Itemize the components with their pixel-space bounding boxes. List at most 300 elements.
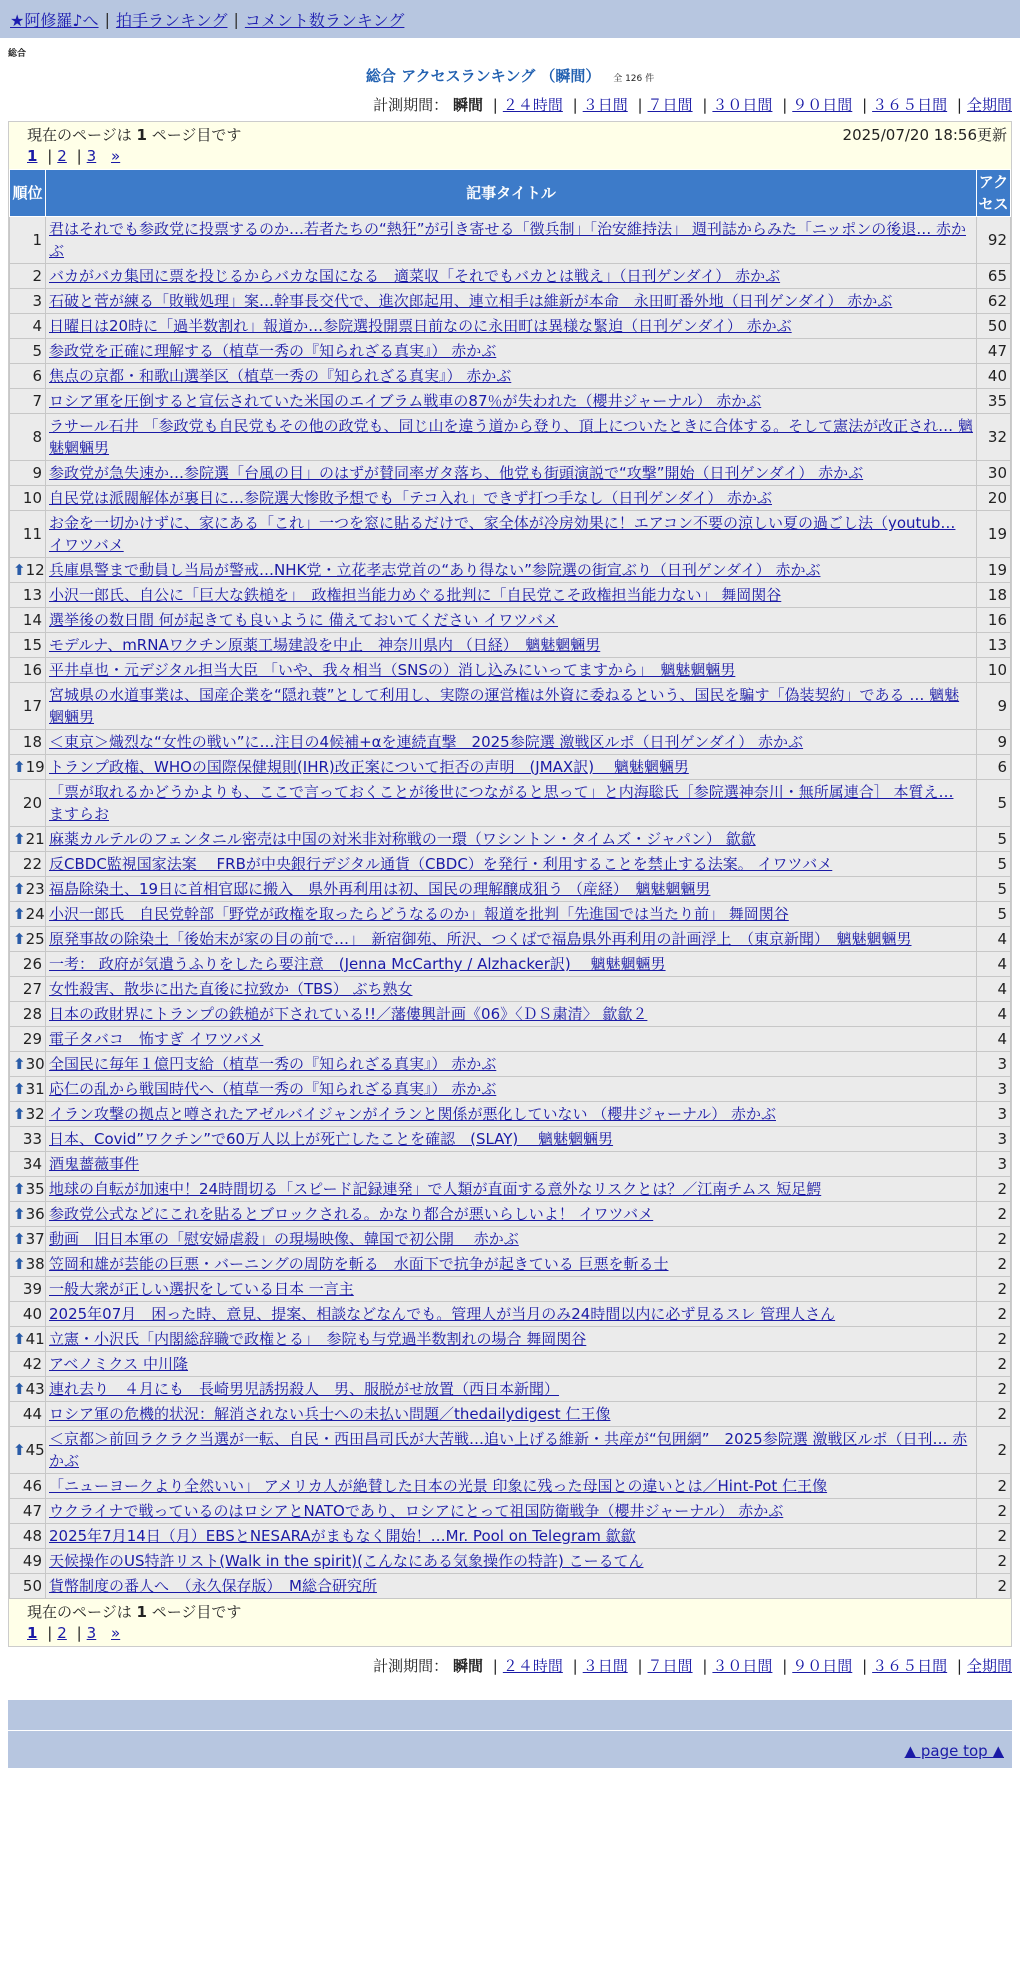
table-row <box>10 730 1011 755</box>
rank-cell <box>10 1352 46 1377</box>
rank-up-icon: ⬆ <box>13 1055 26 1073</box>
rank-cell <box>10 1427 46 1474</box>
rank-cell <box>10 1002 46 1027</box>
rank-number: 26 <box>22 955 42 973</box>
title-cell <box>46 1377 977 1402</box>
rank-cell <box>10 877 46 902</box>
access-count: 92 <box>977 217 1011 264</box>
rank-cell <box>10 952 46 977</box>
access-count: 2 <box>977 1574 1011 1599</box>
period-3d[interactable]: ３日間 <box>582 1657 628 1675</box>
table-row <box>10 511 1011 558</box>
access-count: 19 <box>977 511 1011 558</box>
rank-number: 39 <box>22 1280 42 1298</box>
table-row <box>10 608 1011 633</box>
title-cell <box>46 1574 977 1599</box>
access-count: 2 <box>977 1474 1011 1499</box>
rank-number: 47 <box>22 1502 42 1520</box>
link-comment-ranking[interactable]: コメント数ランキング <box>244 10 405 30</box>
period-all[interactable]: 全期間 <box>966 1657 1012 1675</box>
table-row <box>10 1052 1011 1077</box>
rank-cell <box>10 1102 46 1127</box>
rank-number: 25 <box>25 930 45 948</box>
article-link[interactable]: 「票が取れるかどうかよりも、ここで言っておくことが後世につながると思って」と内海聡氏［参院選神奈川・無所属連合］ 本質え… ますらお <box>49 783 954 823</box>
rank-number: 10 <box>22 489 42 507</box>
article-link[interactable]: 日本の政財界にトランプの鉄槌が下されている!!／藩僂興計画《06》〈ＤＳ粛清〉 歙歙２ <box>49 1005 648 1023</box>
title-cell <box>46 1524 977 1549</box>
access-count: 32 <box>977 414 1011 461</box>
table-row <box>10 1402 1011 1427</box>
article-link[interactable]: 女性殺害、散歩に出た直後に拉致か（TBS） ぶち熟女 <box>49 980 413 998</box>
rank-cell <box>10 633 46 658</box>
table-row <box>10 264 1011 289</box>
article-link[interactable]: 一考： 政府が気遣うふりをしたら要注意 (Jenna McCarthy / Alzhacker訳) 魑魅魍魎男 <box>49 955 666 973</box>
header-access: アクセス <box>977 170 1011 217</box>
table-row <box>10 1152 1011 1177</box>
access-count: 2 <box>977 1327 1011 1352</box>
title-cell <box>46 1402 977 1427</box>
rank-cell <box>10 927 46 952</box>
article-link[interactable]: 動画 旧日本軍の「慰安婦虐殺」の現場映像、韓国で初公開 赤かぶ <box>49 1230 519 1248</box>
period-90d[interactable]: ９０日間 <box>792 96 853 114</box>
table-row <box>10 1574 1011 1599</box>
page-1-link[interactable]: 1 <box>27 147 38 165</box>
footer-divider <box>8 1730 1012 1731</box>
access-count: 47 <box>977 339 1011 364</box>
rank-up-icon: ⬆ <box>13 1380 26 1398</box>
rank-number: 14 <box>22 611 42 629</box>
access-count: 4 <box>977 952 1011 977</box>
rank-number: 40 <box>22 1305 42 1323</box>
period-24h[interactable]: ２４時間 <box>502 96 563 114</box>
period-365d[interactable]: ３６５日間 <box>872 1657 948 1675</box>
rank-number: 42 <box>22 1355 42 1373</box>
period-7d[interactable]: ７日間 <box>647 1657 693 1675</box>
table-row <box>10 977 1011 1002</box>
access-count: 30 <box>977 461 1011 486</box>
page-3-link[interactable]: 3 <box>86 147 97 165</box>
title-cell <box>46 486 977 511</box>
rank-cell <box>10 780 46 827</box>
title-cell <box>46 633 977 658</box>
article-link[interactable]: 福島除染土、19日に首相官邸に搬入 県外再利用は初、国民の理解醸成狙う （産経） 魑魅魍魎男 <box>49 880 711 898</box>
article-link[interactable]: トランプ政権、WHOの国際保健規則(IHR)改正案について拒否の声明 (JMAX訳) 魑魅魍魎男 <box>49 758 689 776</box>
article-link[interactable]: 天候操作のUS特許リスト(Walk in the spirit)(こんなにある気象操作の特許) こーるてん <box>49 1552 644 1570</box>
article-link[interactable]: 全国民に毎年１億円支給（植草一秀の『知られざる真実』） 赤かぶ <box>49 1055 497 1073</box>
table-row <box>10 658 1011 683</box>
article-link[interactable]: ロシア軍の危機的状況：解消されない兵士への未払い問題／thedailydigest 仁王像 <box>49 1405 611 1423</box>
access-count: 4 <box>977 1002 1011 1027</box>
rank-number: 19 <box>25 758 45 776</box>
table-row <box>10 927 1011 952</box>
rank-up-icon: ⬆ <box>13 1205 26 1223</box>
title-cell <box>46 658 977 683</box>
access-count: 4 <box>977 927 1011 952</box>
page-3-link[interactable]: 3 <box>86 1624 97 1642</box>
header-title: 記事タイトル <box>46 170 977 217</box>
article-link[interactable]: 連れ去り ４月にも 長崎男児誘拐殺人 男、服脱がせ放置（西日本新聞） <box>49 1380 560 1398</box>
table-row <box>10 389 1011 414</box>
article-link[interactable]: モデルナ、mRNAワクチン原薬工場建設を中止 神奈川県内 （日経） 魑魅魍魎男 <box>49 636 601 654</box>
table-row <box>10 683 1011 730</box>
title-cell <box>46 264 977 289</box>
rank-cell <box>10 608 46 633</box>
rank-cell <box>10 264 46 289</box>
ranking-box <box>8 121 1012 1647</box>
rank-cell <box>10 389 46 414</box>
article-link[interactable]: 2025年7月14日（月）EBSとNESARAがまもなく開始！…Mr. Pool on Telegram 歙歙 <box>49 1527 636 1545</box>
ranking-heading <box>0 65 1020 86</box>
rank-cell <box>10 583 46 608</box>
period-3d[interactable]: ３日間 <box>582 96 628 114</box>
rank-cell <box>10 683 46 730</box>
ranking-table <box>9 169 1011 1599</box>
access-count: 9 <box>977 683 1011 730</box>
page-2-link[interactable]: 2 <box>57 1624 67 1642</box>
rank-cell <box>10 755 46 780</box>
rank-cell <box>10 1302 46 1327</box>
rank-cell <box>10 1499 46 1524</box>
total-count: 全 126 件 <box>613 74 655 84</box>
article-link[interactable]: ウクライナで戦っているのはロシアとNATOであり、ロシアにとって祖国防衛戦争（櫻井ジャーナル） 赤かぶ <box>49 1502 784 1520</box>
table-row <box>10 1102 1011 1127</box>
table-row <box>10 1027 1011 1052</box>
ranking-title: 総合 アクセスランキング （瞬間） <box>365 67 601 85</box>
rank-cell <box>10 1474 46 1499</box>
article-link[interactable]: 電子タバコ 怖すぎ イワツバメ <box>49 1030 264 1048</box>
rank-up-icon: ⬆ <box>13 561 26 579</box>
rank-cell <box>10 1077 46 1102</box>
updated-time: 2025/07/20 18:56更新 <box>842 126 1007 144</box>
link-applause-ranking[interactable]: 拍手ランキング <box>115 10 228 30</box>
rank-number: 37 <box>25 1230 45 1248</box>
article-link[interactable]: バカがバカ集団に票を投じるからバカな国になる 適菜収「それでもバカとは戦え」（日刊ゲンダイ） 赤かぶ <box>49 267 781 285</box>
table-row <box>10 755 1011 780</box>
article-link[interactable]: ＜東京＞熾烈な“女性の戦い”に…注目の4候補+αを連続直撃 2025参院選 激戦区ルポ（日刊ゲンダイ） 赤かぶ <box>49 733 804 751</box>
header-rank: 順位 <box>10 170 46 217</box>
access-count: 2 <box>977 1252 1011 1277</box>
article-link[interactable]: ラサール石井 「参政党も自民党もその他の政党も、同じ山を違う道から登り、頂上についたときに合体する。そして憲法が改正され… 魑魅魍魎男 <box>49 417 973 457</box>
rank-up-icon: ⬆ <box>13 930 26 948</box>
access-count: 3 <box>977 1127 1011 1152</box>
access-count: 3 <box>977 1052 1011 1077</box>
title-cell <box>46 1302 977 1327</box>
rank-cell <box>10 1549 46 1574</box>
current-page-text: 現在のページは 1 ページ目です <box>27 1603 242 1621</box>
article-link[interactable]: 平井卓也・元デジタル担当大臣 「いや、我々相当（SNSの）消し込みにいってますから」 魑魅魍魎男 <box>49 661 736 679</box>
access-count: 2 <box>977 1427 1011 1474</box>
article-link[interactable]: 石破と菅が練る「敗戦処理」案…幹事長交代で、進次郎起用、連立相手は維新が本命 永田町番外地（日刊ゲンダイ） 赤かぶ <box>49 292 893 310</box>
access-count: 2 <box>977 1402 1011 1427</box>
rank-up-icon: ⬆ <box>13 880 26 898</box>
next-page-link[interactable]: » <box>111 1624 121 1642</box>
page-2-link[interactable]: 2 <box>57 147 67 165</box>
rank-cell <box>10 977 46 1002</box>
period-all[interactable]: 全期間 <box>966 96 1012 114</box>
access-count: 35 <box>977 389 1011 414</box>
rank-up-icon: ⬆ <box>13 1441 26 1459</box>
rank-number: 11 <box>22 525 42 543</box>
rank-cell <box>10 1227 46 1252</box>
article-link[interactable]: 立憲・小沢氏「内閣総辞職で政権とる」 参院も与党過半数割れの場合 舞岡関谷 <box>49 1330 587 1348</box>
article-link[interactable]: 参政党公式などにこれを貼るとブロックされる。かなり都合が悪いらしいよ！ イワツバメ <box>49 1205 654 1223</box>
title-cell <box>46 558 977 583</box>
title-cell <box>46 389 977 414</box>
article-link[interactable]: アベノミクス 中川隆 <box>49 1355 189 1373</box>
rank-number: 41 <box>25 1330 45 1348</box>
period-365d[interactable]: ３６５日間 <box>872 96 948 114</box>
access-count: 4 <box>977 1027 1011 1052</box>
title-cell <box>46 780 977 827</box>
article-link[interactable]: 地球の自転が加速中！24時間切る「スピード記録連発」で人類が直面する意外なリスクとは？／江南チムス 短足鰐 <box>49 1180 822 1198</box>
title-cell <box>46 461 977 486</box>
title-cell <box>46 1277 977 1302</box>
rank-up-icon: ⬆ <box>13 1180 26 1198</box>
access-count: 2 <box>977 1524 1011 1549</box>
title-cell <box>46 1152 977 1177</box>
rank-number: 45 <box>25 1441 45 1459</box>
access-count: 2 <box>977 1227 1011 1252</box>
rank-cell <box>10 1524 46 1549</box>
title-cell <box>46 827 977 852</box>
table-row <box>10 583 1011 608</box>
access-count: 4 <box>977 977 1011 1002</box>
title-cell <box>46 511 977 558</box>
title-cell <box>46 852 977 877</box>
title-cell <box>46 1177 977 1202</box>
rank-cell <box>10 1252 46 1277</box>
table-row <box>10 1177 1011 1202</box>
rank-number: 49 <box>22 1552 42 1570</box>
rank-number: 30 <box>25 1055 45 1073</box>
article-link[interactable]: 参政党を正確に理解する（植草一秀の『知られざる真実』） 赤かぶ <box>49 342 497 360</box>
rank-cell <box>10 658 46 683</box>
access-count: 62 <box>977 289 1011 314</box>
rank-cell <box>10 289 46 314</box>
table-row <box>10 1077 1011 1102</box>
table-row <box>10 339 1011 364</box>
table-row <box>10 1227 1011 1252</box>
rank-number: 48 <box>22 1527 42 1545</box>
access-count: 3 <box>977 1077 1011 1102</box>
title-cell <box>46 977 977 1002</box>
access-count: 2 <box>977 1549 1011 1574</box>
page-top-link[interactable]: ▲ page top ▲ <box>904 1742 1004 1760</box>
rank-number: 9 <box>32 464 42 482</box>
link-ashura-home[interactable]: ★阿修羅♪へ <box>10 10 99 30</box>
title-cell <box>46 1499 977 1524</box>
access-count: 13 <box>977 633 1011 658</box>
article-link[interactable]: 貨幣制度の番人へ （永久保存版） M総合研究所 <box>49 1577 377 1595</box>
article-link[interactable]: 反CBDC監視国家法案 FRBが中央銀行デジタル通貨（CBDC）を発行・利用することを禁止する法案。 イワツバメ <box>49 855 833 873</box>
rank-up-icon: ⬆ <box>13 1080 26 1098</box>
table-row <box>10 558 1011 583</box>
article-link[interactable]: 「ニューヨークより全然いい」 アメリカ人が絶賛した日本の光景 印象に残った母国との違いとは／Hint-Pot 仁王像 <box>49 1477 828 1495</box>
article-link[interactable]: ロシア軍を圧倒すると宣伝されていた米国のエイブラム戦車の87％が失われた（櫻井ジャーナル） 赤かぶ <box>49 392 762 410</box>
table-row <box>10 1377 1011 1402</box>
article-link[interactable]: お金を一切かけずに、家にある「これ」一つを窓に貼るだけで、家全体が冷房効果に！エアコン不要の涼しい夏の過ごし法（youtub… イワツバメ <box>49 514 956 554</box>
period-30d[interactable]: ３０日間 <box>712 1657 773 1675</box>
rank-number: 8 <box>32 428 42 446</box>
title-cell <box>46 1227 977 1252</box>
article-link[interactable]: 君はそれでも参政党に投票するのか…若者たちの“熱狂”が引き寄せる「徴兵制」「治安維持法」 週刊誌からみた「ニッポンの後退… 赤かぶ <box>49 220 966 260</box>
rank-cell <box>10 1202 46 1227</box>
title-cell <box>46 1027 977 1052</box>
access-count: 10 <box>977 658 1011 683</box>
period-7d[interactable]: ７日間 <box>647 96 693 114</box>
title-cell <box>46 877 977 902</box>
article-link[interactable]: 笠岡和雄が芸能の巨悪・バーニングの周防を斬る 水面下で抗争が起きている 巨悪を斬る士 <box>49 1255 669 1273</box>
table-row <box>10 217 1011 264</box>
rank-cell <box>10 1052 46 1077</box>
article-link[interactable]: イラン攻撃の拠点と噂されたアゼルバイジャンがイランと関係が悪化していない （櫻井ジャーナル） 赤かぶ <box>49 1105 776 1123</box>
access-count: 2 <box>977 1302 1011 1327</box>
access-count: 50 <box>977 314 1011 339</box>
table-row <box>10 364 1011 389</box>
access-count: 5 <box>977 877 1011 902</box>
article-link[interactable]: 日本、Covid”ワクチン”で60万人以上が死亡したことを確認 (SLAY) 魑魅魍魎男 <box>49 1130 614 1148</box>
title-cell <box>46 217 977 264</box>
article-link[interactable]: 小沢一郎氏、自公に「巨大な鉄槌を」 政権担当能力めぐる批判に「自民党こそ政権担当能力ない」 舞岡関谷 <box>49 586 782 604</box>
page-info-top <box>9 122 1011 145</box>
period-selector-top: 計測期間： 瞬間 | ２４時間 | ３日間 | ７日間 | ３０日間 | ９０日間 | ３６５日間 | 全期間 <box>373 96 1012 114</box>
period-30d[interactable]: ３０日間 <box>712 96 773 114</box>
rank-cell <box>10 1177 46 1202</box>
period-90d[interactable]: ９０日間 <box>792 1657 853 1675</box>
access-count: 19 <box>977 558 1011 583</box>
next-page-link[interactable]: » <box>111 147 121 165</box>
article-link[interactable]: 原発事故の除染土「後始末が家の目の前で…」 新宿御苑、所沢、つくばで福島県外再利用の計画浮上 （東京新聞） 魑魅魍魎男 <box>49 930 912 948</box>
table-row <box>10 1499 1011 1524</box>
rank-cell <box>10 1574 46 1599</box>
title-cell <box>46 289 977 314</box>
title-cell <box>46 364 977 389</box>
table-row <box>10 1127 1011 1152</box>
rank-cell <box>10 1327 46 1352</box>
access-count: 2 <box>977 1499 1011 1524</box>
title-cell <box>46 583 977 608</box>
rank-up-icon: ⬆ <box>13 758 26 776</box>
article-link[interactable]: 自民党は派閥解体が裏目に…参院選大惨敗予想でも「テコ入れ」できず打つ手なし（日刊ゲンダイ） 赤かぶ <box>49 489 772 507</box>
title-cell <box>46 1427 977 1474</box>
article-link[interactable]: 参政党が急失速か…参院選「台風の目」のはずが賛同率ガタ落ち、他党も街頭演説で“攻撃”開始（日刊ゲンダイ） 赤かぶ <box>49 464 864 482</box>
table-row <box>10 1202 1011 1227</box>
rank-number: 1 <box>32 231 42 249</box>
rank-cell <box>10 511 46 558</box>
pagination-top: 1 | 2 | 3 » <box>27 147 121 165</box>
rank-number: 23 <box>25 880 45 898</box>
table-row <box>10 780 1011 827</box>
rank-number: 5 <box>32 342 42 360</box>
title-cell <box>46 927 977 952</box>
title-cell <box>46 1202 977 1227</box>
title-cell <box>46 730 977 755</box>
rank-number: 22 <box>22 855 42 873</box>
rank-number: 28 <box>22 1005 42 1023</box>
access-count: 2 <box>977 1277 1011 1302</box>
title-cell <box>46 1077 977 1102</box>
title-cell <box>46 1549 977 1574</box>
rank-number: 46 <box>22 1477 42 1495</box>
access-count: 5 <box>977 852 1011 877</box>
title-cell <box>46 608 977 633</box>
article-link[interactable]: 麻薬カルテルのフェンタニル密売は中国の対米非対称戦の一環（ワシントン・タイムズ・ジャパン） 歙歙 <box>49 830 756 848</box>
title-cell <box>46 414 977 461</box>
rank-number: 27 <box>22 980 42 998</box>
rank-cell <box>10 414 46 461</box>
article-link[interactable]: 応仁の乱から戦国時代へ（植草一秀の『知られざる真実』） 赤かぶ <box>49 1080 497 1098</box>
title-cell <box>46 1474 977 1499</box>
rank-up-icon: ⬆ <box>13 1230 26 1248</box>
article-link[interactable]: 宮城県の水道事業は、国産企業を“隠れ蓑”として利用し、実際の運営権は外資に委ねるという、国民を騙す「偽装契約」である … 魑魅魍魎男 <box>49 686 960 726</box>
rank-up-icon: ⬆ <box>13 1330 26 1348</box>
rank-number: 18 <box>22 733 42 751</box>
rank-number: 36 <box>25 1205 45 1223</box>
article-link[interactable]: 小沢一郎氏 自民党幹部「野党が政権を取ったらどうなるのか」報道を批判「先進国では当たり前」 舞岡関谷 <box>49 905 789 923</box>
page-1-link[interactable]: 1 <box>27 1624 38 1642</box>
rank-number: 20 <box>22 794 42 812</box>
current-page-text: 現在のページは 1 ページ目です <box>27 126 242 144</box>
table-row <box>10 414 1011 461</box>
rank-number: 12 <box>25 561 45 579</box>
title-cell <box>46 755 977 780</box>
table-row <box>10 852 1011 877</box>
access-count: 40 <box>977 364 1011 389</box>
rank-number: 3 <box>32 292 42 310</box>
article-link[interactable]: 焦点の京都・和歌山選挙区（植草一秀の『知られざる真実』） 赤かぶ <box>49 367 512 385</box>
access-count: 16 <box>977 608 1011 633</box>
article-link[interactable]: 酒鬼薔薇事件 <box>49 1155 140 1173</box>
table-row <box>10 1252 1011 1277</box>
access-count: 3 <box>977 1102 1011 1127</box>
title-cell <box>46 1127 977 1152</box>
article-link[interactable]: 選挙後の数日間 何が起きても良いように 備えておいてください イワツバメ <box>49 611 559 629</box>
rank-number: 2 <box>32 267 42 285</box>
page-info-bottom <box>9 1599 1011 1622</box>
title-cell <box>46 1352 977 1377</box>
rank-number: 16 <box>22 661 42 679</box>
access-count: 5 <box>977 827 1011 852</box>
article-link[interactable]: 一般大衆が正しい選択をしている日本 一言主 <box>49 1280 354 1298</box>
rank-up-icon: ⬆ <box>13 830 26 848</box>
rank-cell <box>10 314 46 339</box>
rank-cell <box>10 364 46 389</box>
table-row <box>10 486 1011 511</box>
article-link[interactable]: 日曜日は20時に「過半数割れ」報道か…参院選投開票日前なのに永田町は異様な緊迫（日刊ゲンダイ） 赤かぶ <box>49 317 792 335</box>
table-row <box>10 1302 1011 1327</box>
table-row <box>10 1327 1011 1352</box>
rank-number: 17 <box>22 697 42 715</box>
rank-number: 7 <box>32 392 42 410</box>
rank-cell <box>10 902 46 927</box>
table-row <box>10 314 1011 339</box>
access-count: 2 <box>977 1377 1011 1402</box>
period-24h[interactable]: ２４時間 <box>502 1657 563 1675</box>
title-cell <box>46 1102 977 1127</box>
article-link[interactable]: 2025年07月 困った時、意見、提案、相談などなんでも。管理人が当月のみ24時間以内に必ず見るスレ 管理人さん <box>49 1305 836 1323</box>
rank-cell <box>10 1152 46 1177</box>
period-current: 瞬間 <box>452 1657 483 1675</box>
rank-number: 13 <box>22 586 42 604</box>
rank-up-icon: ⬆ <box>13 1255 26 1273</box>
title-cell <box>46 952 977 977</box>
access-count: 6 <box>977 755 1011 780</box>
rank-number: 21 <box>25 830 45 848</box>
article-link[interactable]: ＜京都＞前回ラクラク当選が一転、自民・西田昌司氏が大苦戦…追い上げる維新・共産が“包囲網” 2025参院選 激戦区ルポ（日刊… 赤かぶ <box>49 1430 968 1470</box>
article-link[interactable]: 兵庫県警まで動員し当局が警戒…NHK党・立花孝志党首の“あり得ない”参院選の街宣ぶり（日刊ゲンダイ） 赤かぶ <box>49 561 821 579</box>
rank-up-icon: ⬆ <box>13 905 26 923</box>
title-cell <box>46 314 977 339</box>
